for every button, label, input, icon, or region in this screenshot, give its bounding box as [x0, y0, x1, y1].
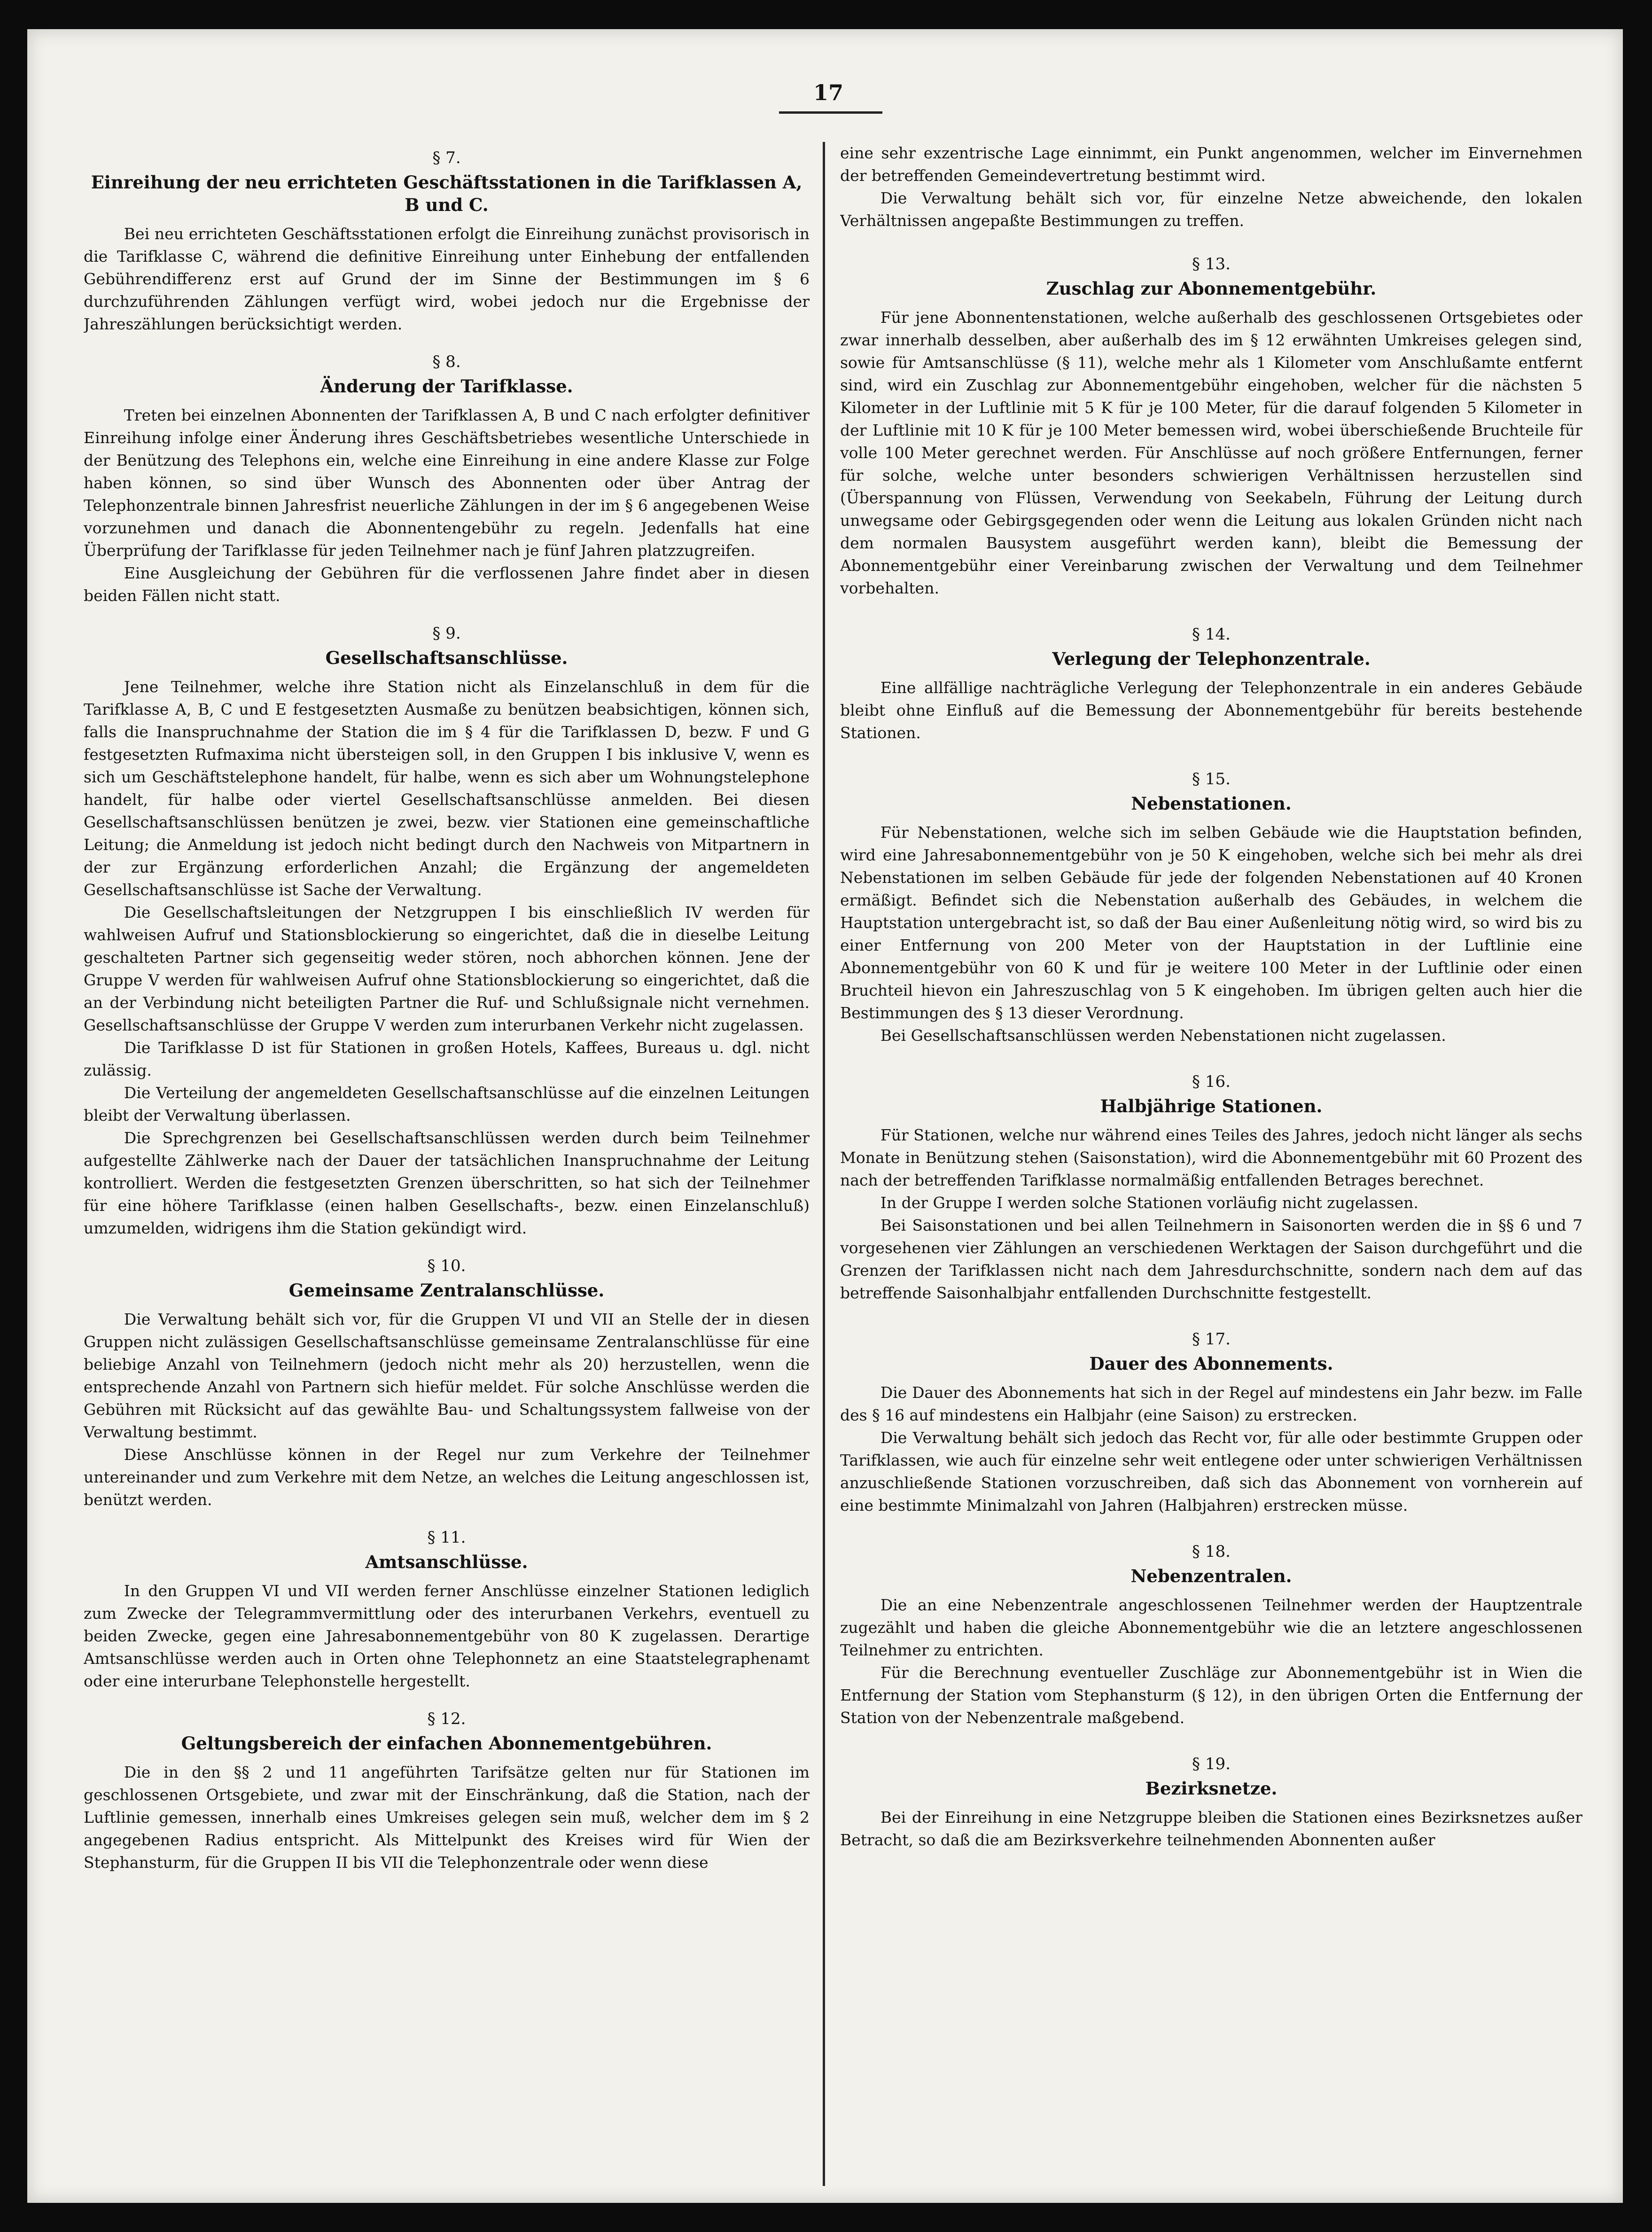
section-title: Bezirksnetze.	[1145, 1778, 1278, 1799]
section-number: § 11.	[427, 1528, 466, 1547]
paragraph: Bei Saisonstationen und bei allen Teilnehmern in Saisonorten werden die in §§ 6 und 7 vorgesehenen vier Zählungen an verschiedenen Werktagen der Saison durchgeführt und die Grenzen der Tarifklassen nicht nach dem Jahresdurchschnitte, sondern nach dem auf das betreffende Saisonhalbjahr entfallenden Durchschnitte festgestellt.	[840, 1216, 1582, 1302]
section-number: § 8.	[432, 352, 461, 371]
page-sheet	[27, 29, 1623, 2203]
section-number: § 13.	[1192, 255, 1231, 273]
section-title: Amtsanschlüsse.	[365, 1552, 528, 1572]
paragraph: Die in den §§ 2 und 11 angeführten Tarifsätze gelten nur für Stationen im geschlossenen Ortsgebiete, und zwar mit der Einschränkung, daß die Station, nach der Luftlinie gemessen, innerhalb eines Umkreises gelegen sein muß, welcher dem im § 2 angegebenen Radius entspricht. Als Mittelpunkt des Kreises wird für Wien der Stephansturm, für die Gruppen II bis VII die Telephonzentrale oder wenn diese	[84, 1763, 810, 1872]
section	[84, 622, 810, 1240]
paragraph: Eine allfällige nachträgliche Verlegung der Telephonzentrale in ein anderes Gebäude bleibt ohne Einfluß auf die Bemessung der Abonnementgebühr für bereits bestehende Stationen.	[840, 679, 1582, 742]
paragraph: Die Verwaltung behält sich jedoch das Recht vor, für alle oder bestimmte Gruppen oder Tarifklassen, wie auch für einzelne sehr weit entlegene oder unter schwierigen Verhältnissen anzuschließende Stationen vorzuschreiben, daß sich das Abonnement von vornherein auf eine bestimmte Minimalzahl von Jahren (Halbjahren) erstrecken müsse.	[840, 1428, 1582, 1514]
section	[840, 253, 1582, 600]
section-number: § 9.	[432, 624, 461, 643]
section	[840, 1070, 1582, 1304]
section	[840, 623, 1582, 744]
section	[84, 1708, 810, 1874]
section-title: Verlegung der Telephonzentrale.	[1052, 648, 1371, 669]
section	[840, 1328, 1582, 1517]
paragraph: Bei Gesellschaftsanschlüssen werden Nebenstationen nicht zugelassen.	[880, 1026, 1446, 1045]
paragraph: Bei neu errichteten Geschäftsstationen erfolgt die Einreihung zunächst provisorisch in die Tarifklasse C, während die definitive Einreihung unter Einhebung der entfallenden Gebührendifferenz erst auf Grund der im Sinne der Bestimmungen im § 6 durchzuführenden Zählungen verfügt wird, wobei jedoch nur die Ergebnisse der Jahreszählungen berücksichtigt werden.	[84, 225, 810, 333]
paragraph: Eine Ausgleichung der Gebühren für die verflossenen Jahre findet aber in diesen beiden Fällen nicht statt.	[84, 564, 810, 605]
paragraph: Für die Berechnung eventueller Zuschläge zur Abonnementgebühr ist in Wien die Entfernung der Station vom Stephansturm (§ 12), in den übrigen Orten die Entfernung der Station von der Nebenzentrale maßgebend.	[840, 1663, 1582, 1727]
paragraph: Diese Anschlüsse können in der Regel nur zum Verkehre der Teilnehmer untereinander und zum Verkehre mit dem Netze, an welches die Leitung angeschlossen ist, benützt werden.	[84, 1445, 810, 1509]
paragraph: Treten bei einzelnen Abonnenten der Tarifklassen A, B und C nach erfolgter definitiver Einreihung infolge einer Änderung ihres Geschäftsbetriebes wesentliche Unterschiede in der Benützung des Telephons ein, welche eine Einreihung in eine andere Klasse zur Folge haben können, so sind über Wunsch des Abonnenten oder über Antrag der Telephonzentrale binnen Jahresfrist neuerliche Zählungen in der im § 6 angegebenen Weise vorzunehmen und danach die Abonnentengebühr zu regeln. Jedenfalls hat eine Überprüfung der Tarifklasse für jeden Teilnehmer nach je fünf Jahren platzzugreifen.	[84, 406, 810, 560]
section-title: Zuschlag zur Abonnementgebühr.	[1046, 278, 1377, 299]
section-title: Einreihung der neu errichteten Geschäftsstationen in die Tarifklassen A, B und C.	[91, 172, 803, 215]
section-number: § 15.	[1192, 770, 1231, 788]
paragraph: In den Gruppen VI und VII werden ferner Anschlüsse einzelner Stationen lediglich zum Zwecke der Telegrammvermittlung oder des interurbanen Verkehrs, eventuell zu beiden Zwecke, gegen eine Jahresabonnementgebühr von 80 K zugelassen. Derartige Amtsanschlüsse werden auch in Orten ohne Telephonnetz an eine Staatstelegraphenamt oder eine interurbane Telephonstelle hergestellt.	[84, 1582, 810, 1690]
section-title: Änderung der Tarifklasse.	[320, 376, 573, 397]
section-number: § 10.	[427, 1256, 466, 1275]
section-number: § 16.	[1192, 1072, 1231, 1091]
section-title: Nebenzentralen.	[1130, 1566, 1292, 1586]
paragraph: Für jene Abonnentenstationen, welche außerhalb des geschlossenen Ortsgebietes oder zwar innerhalb desselben, aber außerhalb des im § 12 erwähnten Umkreises gelegen sind, sowie für Amtsanschlüsse (§ 11), welche mehr als 1 Kilometer vom Anschlußamte entfernt sind, wird ein Zuschlag zur Abonnementgebühr eingehoben, welcher für die nächsten 5 Kilometer in der Luftlinie mit 5 K für je 100 Meter, für die darauf folgenden 5 Kilometer in der Luftlinie mit 10 K für je 100 Meter bemessen wird, wobei überschießende Bruchteile für volle 100 Meter gerechnet werden. Für Anschlüsse auf noch größere Entfernungen, ferner für solche, welche unter besonders schwierigen Verhältnissen herzustellen sind (Überspannung von Flüssen, Verwendung von Seekabeln, Führung der Leitung durch unwegsame oder Gebirgsgegenden oder wenn die Leitung aus lokalen Gründen nicht nach dem normalen Bausystem ausgeführt werden kann), bleibt die Bemessung der Abonnementgebühr einer Vereinbarung zwischen der Verwaltung und dem Teilnehmer vorbehalten.	[840, 308, 1582, 597]
paragraph: Für Nebenstationen, welche sich im selben Gebäude wie die Hauptstation befinden, wird eine Jahresabonnementgebühr von je 50 K eingehoben, welche sich bei mehr als drei Nebenstationen im selben Gebäude für jede der folgenden Nebenstationen auf 40 Kronen ermäßigt. Befindet sich die Nebenstation außerhalb des Gebäudes, in welchem die Hauptstation untergebracht ist, so daß der Bau einer Außenleitung nötig wird, so wird bis zu einer Entfernung von 200 Meter von der Hauptstation in der Luftlinie eine Abonnementgebühr von 60 K und für je weitere 100 Meter in der Luftlinie oder einen Bruchteil hievon ein Jahreszuschlag von 5 K eingehoben. Im übrigen gelten auch hier die Bestimmungen des § 13 dieser Verordnung.	[840, 823, 1582, 1022]
paragraph: Die Sprechgrenzen bei Gesellschaftsanschlüssen werden durch beim Teilnehmer aufgestellte Zählwerke nach der Dauer der tatsächlichen Inanspruchnahme der Leitung kontrolliert. Werden die festgesetzten Grenzen überschritten, so hat sich der Teilnehmer für eine höhere Tarifklasse (einen halben Gesellschafts-, bezw. einen Einzelanschluß) umzumelden, widrigens ihm die Station gekündigt wird.	[84, 1129, 810, 1237]
section-number: § 17.	[1192, 1330, 1231, 1349]
right-column	[840, 142, 1582, 2191]
page-number: 17	[813, 80, 843, 105]
section-title: Geltungsbereich der einfachen Abonnementgebühren.	[181, 1733, 712, 1754]
paragraph: Die Gesellschaftsleitungen der Netzgruppen I bis einschließlich IV werden für wahlweisen Aufruf und Stationsblockierung so eingerichtet, daß die in dieselbe Leitung geschalteten Partner sich gegenseitig weder stören, noch abhorchen können. Jene der Gruppe V werden für wahlweisen Aufruf ohne Stationsblockierung so eingerichtet, daß die an der Verbindung nicht beteiligten Partner die Ruf- und Schlußsignale nicht vernehmen. Gesellschaftsanschlüsse der Gruppe V werden zum interurbanen Verkehr nicht zugelassen.	[84, 903, 810, 1034]
section	[84, 1255, 810, 1511]
right-column-sections	[840, 253, 1582, 1851]
paragraph: Für Stationen, welche nur während eines Teiles des Jahres, jedoch nicht länger als sechs Monate in Benützung stehen (Saisonstation), wird die Abonnementgebühr mit 60 Prozent des nach der betreffenden Tarifklasse normalmäßig entfallenden Betrages berechnet.	[840, 1126, 1582, 1189]
section-number: § 12.	[427, 1709, 466, 1728]
section	[84, 1526, 810, 1693]
left-column	[84, 142, 810, 2191]
paragraph: Die Tarifklasse D ist für Stationen in großen Hotels, Kaffees, Bureaus u. dgl. nicht zulässig.	[84, 1038, 810, 1079]
paragraph: Die Verteilung der angemeldeten Gesellschaftsanschlüsse auf die einzelnen Leitungen bleibt der Verwaltung überlassen.	[84, 1084, 810, 1124]
section-title: Dauer des Abonnements.	[1089, 1353, 1333, 1374]
paragraph: Die an eine Nebenzentrale angeschlossenen Teilnehmer werden der Hauptzentrale zugezählt und haben die gleiche Abonnementgebühr wie die an letztere angeschlossenen Teilnehmer zu entrichten.	[840, 1596, 1582, 1659]
continued-paragraph: Die Verwaltung behält sich vor, für einzelne Netze abweichende, den lokalen Verhältnissen angepaßte Bestimmungen zu treffen.	[840, 189, 1582, 230]
paragraph: Bei der Einreihung in eine Netzgruppe bleiben die Stationen eines Bezirksnetzes außer Betracht, so daß die am Bezirksverkehre teilnehmenden Abonnenten außer	[840, 1808, 1582, 1849]
section-title: Halbjährige Stationen.	[1100, 1096, 1323, 1116]
section-title: Gemeinsame Zentralanschlüsse.	[288, 1280, 605, 1301]
section	[840, 1540, 1582, 1729]
paragraph: Die Dauer des Abonnements hat sich in der Regel auf mindestens ein Jahr bezw. im Falle des § 16 auf mindestens ein Halbjahr (eine Saison) zu erstrecken.	[840, 1383, 1582, 1424]
section-number: § 18.	[1192, 1542, 1231, 1561]
paragraph: Jene Teilnehmer, welche ihre Station nicht als Einzelanschluß in dem für die Tarifklasse A, B, C und E festgesetzten Ausmaße zu benützen beabsichtigen, können sich, falls die Inanspruchnahme der Station die im § 4 für die Tarifklassen D, bezw. F und G festgesetzten Rufmaxima nicht übersteigen soll, in den Gruppen I bis inklusive V, wenn es sich um Geschäftstelephone handelt, für halbe, wenn es sich aber um Wohnungstelephone handelt, für halbe oder viertel Gesellschaftsanschlüsse anmelden. Bei diesen Gesellschaftsanschlüssen benützen je zwei, bezw. vier Stationen eine gemeinschaftliche Leitung; die Anmeldung ist jedoch nicht bedingt durch den Nachweis von Mitpartnern in der zur Ergänzung erforderlichen Anzahl; die Ergänzung der angemeldeten Gesellschaftsanschlüsse ist Sache der Verwaltung.	[84, 678, 810, 899]
section-number: § 19.	[1192, 1755, 1231, 1773]
column-divider	[823, 142, 825, 2186]
section-title: Nebenstationen.	[1131, 793, 1292, 814]
section	[84, 147, 810, 336]
section-title: Gesellschaftsanschlüsse.	[325, 648, 568, 668]
section	[840, 768, 1582, 1047]
section-number: § 7.	[432, 148, 461, 167]
section	[84, 351, 810, 607]
section-number: § 14.	[1192, 625, 1231, 644]
paragraph: In der Gruppe I werden solche Stationen vorläufig nicht zugelassen.	[880, 1194, 1418, 1212]
paragraph: Die Verwaltung behält sich vor, für die Gruppen VI und VII an Stelle der in diesen Gruppen nicht zulässigen Gesellschaftsanschlüsse gemeinsame Zentralanschlüsse für eine beliebige Anzahl von Teilnehmern (jedoch nicht mehr als 20) herzustellen, wenn die entsprechende Anzahl von Partnern sich hiefür meldet. Für solche Anschlüsse werden die Gebühren mit Rücksicht auf das gewählte Bau- und Schaltungssystem fallweise von der Verwaltung bestimmt.	[84, 1310, 810, 1441]
section	[840, 1753, 1582, 1851]
continued-text: eine sehr exzentrische Lage einnimmt, ein Punkt angenommen, welcher im Einvernehmen der betreffenden Gemeindevertretung bestimmt wird.	[840, 144, 1582, 185]
page-number-rule	[779, 111, 882, 114]
